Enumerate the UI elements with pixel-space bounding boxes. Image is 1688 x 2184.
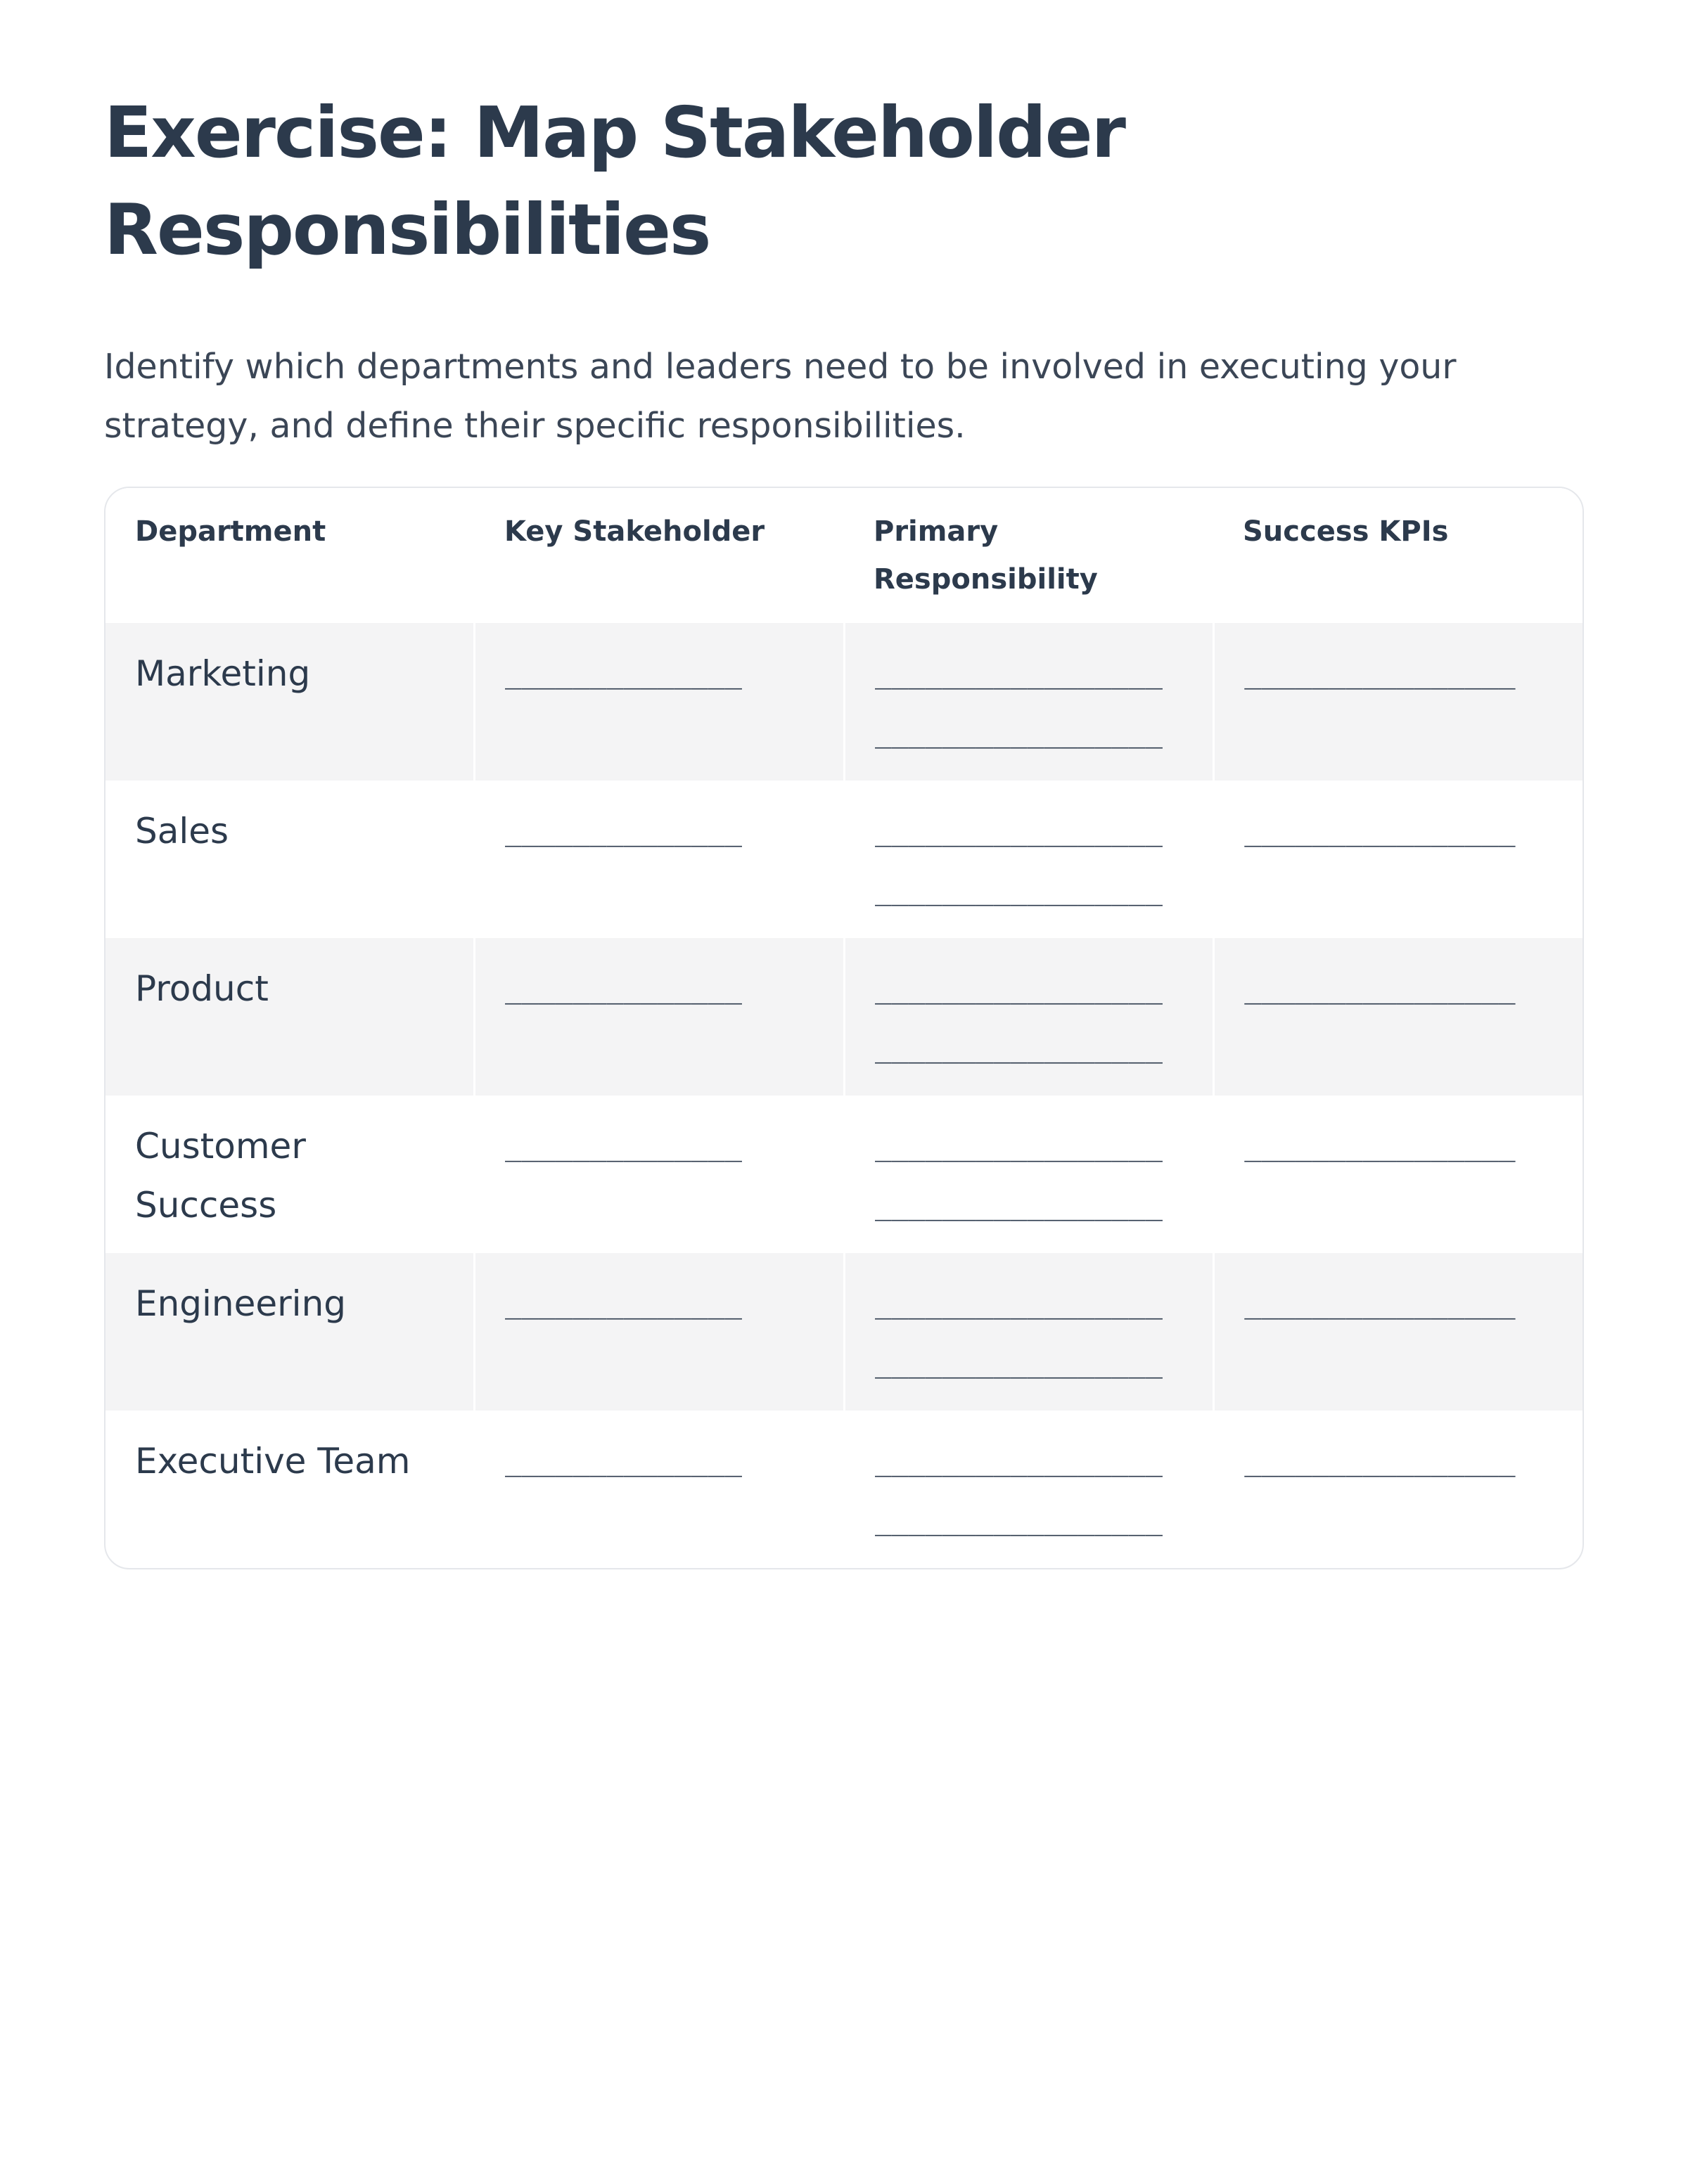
responsibility-blank-1[interactable]: _________________ xyxy=(874,1287,1163,1320)
table-header-row xyxy=(106,488,1582,623)
stakeholder-blank[interactable]: ______________ xyxy=(504,1445,742,1477)
table-row xyxy=(106,781,1582,938)
responsibility-blank-2[interactable]: _________________ xyxy=(874,1189,1163,1221)
kpis-blank[interactable]: ________________ xyxy=(1244,972,1516,1005)
department-name: Executive Team xyxy=(135,1441,411,1482)
table-row xyxy=(106,1096,1582,1253)
kpis-blank[interactable]: ________________ xyxy=(1244,815,1516,847)
department-cell xyxy=(106,781,473,938)
kpis-cell xyxy=(1213,938,1582,1096)
page-title: Exercise: Map Stakeholder Responsibilities xyxy=(104,91,1125,271)
kpis-cell xyxy=(1213,1253,1582,1411)
responsibility-cell xyxy=(843,781,1213,938)
department-name: Marketing xyxy=(135,653,311,694)
department-cell xyxy=(106,1096,473,1253)
header-key-stakeholder: Key Stakeholder xyxy=(504,515,765,548)
worksheet-page xyxy=(104,84,1584,1536)
responsibility-blank-1[interactable]: _________________ xyxy=(874,815,1163,847)
responsibility-blank-1[interactable]: _________________ xyxy=(874,1130,1163,1162)
kpis-blank[interactable]: ________________ xyxy=(1244,1445,1516,1477)
stakeholder-blank[interactable]: ______________ xyxy=(504,815,742,847)
stakeholder-cell xyxy=(473,623,843,781)
table-row xyxy=(106,938,1582,1096)
stakeholder-blank[interactable]: ______________ xyxy=(504,657,742,690)
department-cell xyxy=(106,623,473,781)
header-department: Department xyxy=(135,515,326,548)
stakeholder-table xyxy=(104,487,1584,1569)
department-name: Customer Success xyxy=(135,1126,306,1226)
stakeholder-cell xyxy=(473,1253,843,1411)
responsibility-cell xyxy=(843,1253,1213,1411)
department-name: Engineering xyxy=(135,1283,346,1324)
department-name: Product xyxy=(135,968,269,1009)
stakeholder-blank[interactable]: ______________ xyxy=(504,1130,742,1162)
responsibility-blank-2[interactable]: _________________ xyxy=(874,874,1163,906)
responsibility-blank-2[interactable]: _________________ xyxy=(874,1504,1163,1536)
intro-text: Identify which departments and leaders need to be involved in executing your strategy, and define their specific responsibilities. xyxy=(104,347,1457,446)
responsibility-blank-1[interactable]: _________________ xyxy=(874,972,1163,1005)
table-row xyxy=(106,1253,1582,1411)
department-name: Sales xyxy=(135,811,229,852)
kpis-cell xyxy=(1213,1096,1582,1253)
stakeholder-blank[interactable]: ______________ xyxy=(504,1287,742,1320)
department-cell xyxy=(106,1411,473,1568)
responsibility-blank-2[interactable]: _________________ xyxy=(874,717,1163,749)
kpis-blank[interactable]: ________________ xyxy=(1244,1287,1516,1320)
department-cell xyxy=(106,1253,473,1411)
responsibility-blank-1[interactable]: _________________ xyxy=(874,657,1163,690)
kpis-cell xyxy=(1213,1411,1582,1568)
stakeholder-cell xyxy=(473,938,843,1096)
stakeholder-blank[interactable]: ______________ xyxy=(504,972,742,1005)
table-row xyxy=(106,1411,1582,1568)
responsibility-blank-2[interactable]: _________________ xyxy=(874,1032,1163,1064)
responsibility-cell xyxy=(843,938,1213,1096)
stakeholder-cell xyxy=(473,1411,843,1568)
department-cell xyxy=(106,938,473,1096)
responsibility-blank-1[interactable]: _________________ xyxy=(874,1445,1163,1477)
responsibility-cell xyxy=(843,1096,1213,1253)
header-primary-responsibility: Primary Responsibility xyxy=(874,515,1098,596)
responsibility-cell xyxy=(843,623,1213,781)
stakeholder-cell xyxy=(473,781,843,938)
kpis-cell xyxy=(1213,623,1582,781)
header-success-kpis: Success KPIs xyxy=(1243,515,1449,548)
kpis-blank[interactable]: ________________ xyxy=(1244,657,1516,690)
kpis-cell xyxy=(1213,781,1582,938)
responsibility-blank-2[interactable]: _________________ xyxy=(874,1347,1163,1379)
responsibility-cell xyxy=(843,1411,1213,1568)
stakeholder-cell xyxy=(473,1096,843,1253)
kpis-blank[interactable]: ________________ xyxy=(1244,1130,1516,1162)
table-row xyxy=(106,623,1582,781)
